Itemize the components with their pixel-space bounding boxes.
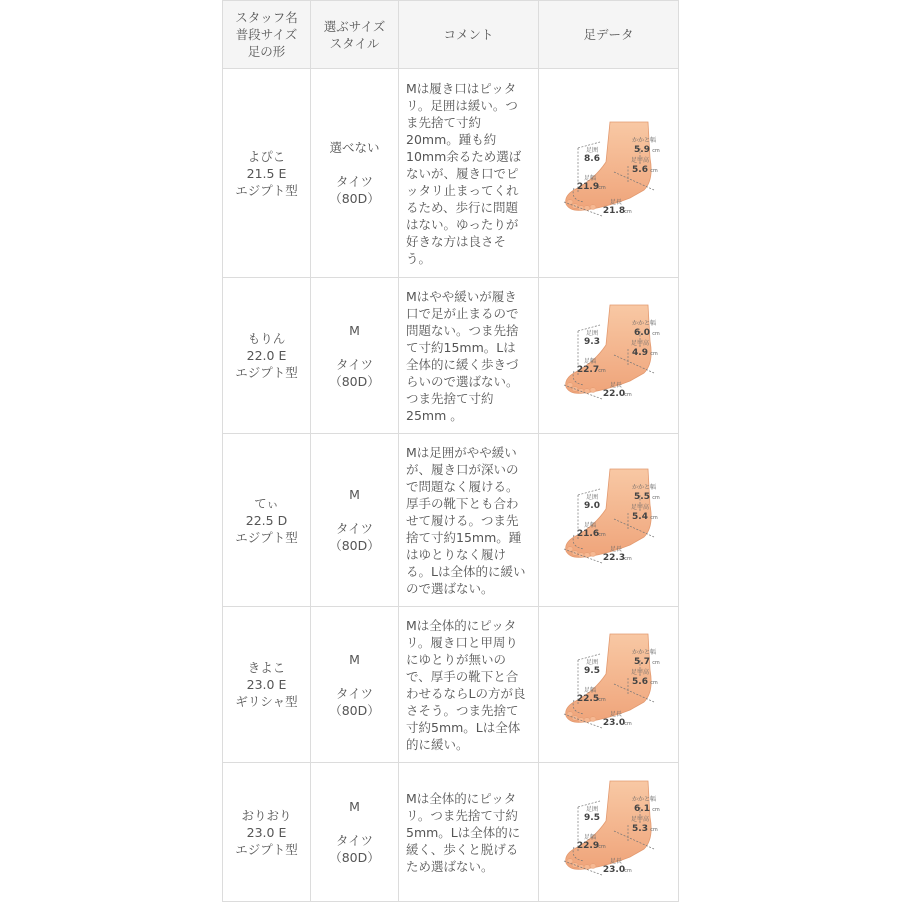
- staff-name: てぃ: [254, 495, 279, 511]
- width-unit: cm: [597, 844, 606, 850]
- foot-data-cell: [539, 69, 679, 278]
- heel-value: 5.9: [633, 145, 650, 155]
- length-value: 23.0: [602, 717, 625, 728]
- staff-cell: [223, 607, 311, 763]
- girth-label: 足囲: [585, 147, 598, 154]
- width-value: 21.6: [576, 529, 599, 539]
- size-style-cell: [311, 69, 399, 278]
- staff-cell: [223, 69, 311, 278]
- header-usual-size: 普段サイズ: [235, 27, 298, 42]
- length-unit: cm: [623, 556, 632, 562]
- comment-line: る。Lは全体的に緩い: [406, 563, 526, 579]
- instep-value: 5.6: [631, 165, 648, 175]
- header-foot-data: 足データ: [539, 1, 679, 69]
- chosen-size: M: [349, 651, 360, 667]
- header-chosen-size: 選ぶサイズ: [323, 18, 386, 34]
- comment-line: 問題ない。つま先捨: [406, 322, 519, 338]
- staff-cell: [223, 434, 311, 607]
- heel-label: かかと幅: [631, 796, 656, 803]
- comment-line: わせるならLの方が良: [406, 685, 526, 701]
- comment-line: Mはやや緩いが履き: [406, 288, 517, 304]
- comment-line: せて履ける。つま先: [406, 512, 519, 528]
- comment-line: 口で足が止まるので: [406, 305, 519, 321]
- instep-value: 4.9: [631, 347, 648, 358]
- width-label: 足幅: [583, 522, 596, 529]
- comment-line: Mは履き口はピッタ: [406, 80, 517, 96]
- width-label: 足幅: [583, 834, 596, 841]
- comment-line: 5mm。Lは全体的に: [406, 824, 521, 840]
- comment-line: リ。履き口と甲周り: [406, 634, 518, 650]
- comment-line: て寸約15mm。Lは: [406, 339, 516, 355]
- length-value: 22.0: [602, 388, 625, 399]
- instep-value: 5.6: [631, 676, 648, 687]
- girth-value: 9.3: [583, 336, 600, 347]
- comment-line: で、厚手の靴下と合: [406, 668, 519, 684]
- foot-data-cell: [539, 763, 679, 902]
- heel-value: 5.5: [633, 492, 650, 502]
- heel-unit: cm: [651, 659, 660, 666]
- header-staff: [223, 1, 311, 69]
- length-value: 21.8: [602, 206, 625, 216]
- instep-label: 足甲高: [630, 504, 649, 511]
- instep-value: 5.4: [631, 512, 648, 522]
- staff-name: よぴこ: [247, 148, 286, 164]
- spacer: [311, 339, 398, 356]
- style-text: （80D）: [329, 191, 380, 206]
- instep-label: 足甲高: [630, 157, 649, 164]
- spacer: [311, 503, 398, 520]
- foot-data-cell: [539, 607, 679, 763]
- girth-label: 足囲: [585, 494, 598, 501]
- toe: [590, 205, 596, 210]
- heel-label: かかと幅: [631, 648, 656, 656]
- length-label: 足長: [609, 858, 622, 865]
- girth-value: 9.0: [583, 501, 600, 511]
- width-unit: cm: [597, 367, 606, 374]
- instep-label: 足甲高: [630, 816, 649, 823]
- heel-label: かかと幅: [631, 319, 656, 327]
- table-row: [223, 434, 679, 607]
- comment-line: う。: [406, 250, 432, 266]
- staff-cell: [223, 763, 311, 902]
- style-text: （80D）: [329, 850, 380, 865]
- comment-line: つま先捨て寸約: [406, 390, 494, 406]
- comment-line: ッタリ止まってくれ: [406, 182, 519, 198]
- foot-diagram: [544, 301, 674, 411]
- girth-value: 8.6: [583, 154, 600, 164]
- spacer: [311, 156, 398, 173]
- girth-value: 9.5: [583, 665, 600, 676]
- staff-cell: [223, 278, 311, 434]
- staff-size: 23.0 E: [246, 677, 287, 692]
- length-unit: cm: [623, 868, 632, 874]
- foot-data-cell: [539, 434, 679, 607]
- table-row: [223, 69, 679, 278]
- comment-line: で問題なく履ける。: [406, 478, 519, 494]
- foot-diagram: [544, 630, 674, 740]
- table-row: [223, 607, 679, 763]
- length-unit: cm: [623, 209, 632, 215]
- width-value: 22.9: [576, 841, 599, 851]
- size-style-cell: [311, 278, 399, 434]
- width-unit: cm: [597, 532, 606, 538]
- girth-value: 9.5: [583, 813, 600, 823]
- comment-line: Mは全体的にピッタ: [406, 617, 517, 633]
- comment-line: 厚手の靴下とも合わ: [406, 495, 519, 511]
- comment-line: ま先捨て寸約: [406, 114, 482, 130]
- chosen-size: M: [349, 799, 360, 814]
- girth-label: 足囲: [585, 658, 598, 666]
- chosen-size: M: [349, 322, 360, 338]
- foot-diagram: [544, 465, 674, 575]
- width-unit: cm: [597, 185, 606, 191]
- staff-name: きよこ: [247, 660, 286, 675]
- instep-value: 5.3: [631, 824, 648, 834]
- style-text: （80D）: [329, 702, 380, 718]
- toe: [590, 716, 596, 721]
- instep-unit: cm: [649, 679, 658, 686]
- style-text: タイツ: [335, 174, 374, 189]
- heel-value: 5.7: [633, 656, 650, 667]
- comment-line: 好きな方は良さそ: [406, 233, 507, 249]
- instep-unit: cm: [649, 827, 658, 833]
- comment-line: 25mm 。: [406, 407, 463, 423]
- instep-unit: cm: [649, 515, 658, 521]
- staff-shape: エジプト型: [235, 365, 298, 380]
- length-label: 足長: [609, 546, 622, 553]
- comment-line: ないが、履き口でピ: [406, 165, 519, 181]
- staff-size: 22.5 D: [245, 512, 288, 528]
- table-header-row: [223, 1, 679, 69]
- staff-size: 21.5 E: [246, 165, 287, 181]
- header-foot-shape: 足の形: [247, 44, 286, 59]
- comment-line: 全体的に緩く歩きづ: [406, 356, 519, 372]
- header-staff-name: スタッフ名: [235, 10, 298, 25]
- heel-label: かかと幅: [631, 484, 656, 491]
- length-label: 足長: [609, 710, 622, 718]
- staff-shape: エジプト型: [235, 182, 298, 198]
- style-text: タイツ: [335, 685, 374, 701]
- foot-data-cell: [539, 278, 679, 434]
- length-value: 22.3: [602, 553, 625, 563]
- comment-line: らいので選ばない。: [406, 373, 519, 389]
- comment-line: Mは足囲がやや緩い: [406, 444, 517, 460]
- comment-line: が、履き口が深いの: [406, 461, 519, 477]
- length-label: 足長: [609, 199, 622, 206]
- width-unit: cm: [597, 696, 606, 703]
- comment-line: 緩く、歩くと脱げる: [406, 841, 519, 857]
- comment-line: 的に緩い。: [406, 736, 469, 752]
- size-style-cell: [311, 434, 399, 607]
- comment-cell: [399, 278, 539, 434]
- width-value: 22.5: [576, 693, 599, 704]
- comment-line: 10mm余るため選ば: [406, 148, 522, 164]
- comment-cell: [399, 434, 539, 607]
- heel-unit: cm: [651, 330, 660, 337]
- chosen-size: M: [349, 487, 360, 502]
- staff-name: もりん: [247, 331, 286, 346]
- width-value: 21.9: [576, 182, 599, 192]
- comment-line: リ。足囲は緩い。つ: [406, 97, 518, 113]
- comment-line: 20mm。踵も約: [406, 131, 497, 147]
- comment-line: にゆとりが無いの: [406, 651, 507, 667]
- comment-line: はゆとりなく履け: [406, 546, 507, 562]
- foot-diagram: [544, 777, 674, 887]
- width-label: 足幅: [583, 686, 596, 694]
- instep-label: 足甲高: [630, 668, 649, 676]
- length-value: 23.0: [602, 865, 625, 875]
- style-text: （80D）: [329, 373, 380, 389]
- staff-size: 23.0 E: [246, 824, 287, 840]
- heel-unit: cm: [651, 148, 660, 154]
- foot-diagram: [544, 118, 674, 228]
- staff-size: 22.0 E: [246, 348, 287, 363]
- toe: [590, 387, 596, 392]
- comment-line: ので選ばない。: [406, 580, 494, 596]
- header-size-style: [311, 1, 399, 69]
- size-style-cell: [311, 763, 399, 902]
- heel-unit: cm: [651, 495, 660, 501]
- size-style-cell: [311, 607, 399, 763]
- comment-line: 捨て寸約15mm。踵: [406, 529, 522, 545]
- staff-shape: エジプト型: [235, 529, 298, 545]
- width-value: 22.7: [576, 364, 599, 375]
- spacer: [311, 668, 398, 685]
- length-unit: cm: [623, 391, 632, 398]
- heel-unit: cm: [651, 807, 660, 813]
- toe: [590, 552, 596, 557]
- heel-value: 6.0: [633, 327, 650, 338]
- toe: [590, 864, 596, 869]
- comment-line: るため、歩行に問題: [406, 199, 519, 215]
- comment-cell: [399, 69, 539, 278]
- width-label: 足幅: [583, 357, 596, 365]
- comment-cell: [399, 763, 539, 902]
- comment-line: ため選ばない。: [406, 858, 494, 874]
- table-row: [223, 763, 679, 902]
- style-text: タイツ: [335, 833, 374, 848]
- table-row: [223, 278, 679, 434]
- staff-name: おりおり: [241, 807, 292, 823]
- comment-line: Mは全体的にピッタ: [406, 790, 517, 806]
- chosen-size: 選べない: [329, 140, 380, 155]
- staff-size-table: [222, 0, 679, 902]
- comment-cell: [399, 607, 539, 763]
- heel-label: かかと幅: [631, 137, 656, 144]
- girth-label: 足囲: [585, 329, 598, 337]
- staff-shape: ギリシャ型: [235, 694, 298, 709]
- instep-unit: cm: [649, 350, 658, 357]
- comment-line: はない。ゆったりが: [406, 216, 519, 232]
- comment-line: 寸約5mm。Lは全体: [406, 719, 521, 735]
- instep-label: 足甲高: [630, 339, 649, 347]
- header-style: スタイル: [329, 35, 380, 51]
- style-text: （80D）: [329, 538, 380, 553]
- comment-line: リ。つま先捨て寸約: [406, 807, 518, 823]
- spacer: [311, 815, 398, 832]
- girth-label: 足囲: [585, 806, 598, 813]
- header-comment: コメント: [399, 1, 539, 69]
- length-label: 足長: [609, 381, 622, 389]
- instep-unit: cm: [649, 168, 658, 174]
- width-label: 足幅: [583, 175, 596, 182]
- style-text: タイツ: [335, 521, 374, 536]
- comment-line: さそう。つま先捨て: [406, 702, 519, 718]
- length-unit: cm: [623, 720, 632, 727]
- staff-shape: エジプト型: [235, 841, 298, 857]
- style-text: タイツ: [335, 356, 374, 372]
- heel-value: 6.1: [633, 804, 650, 814]
